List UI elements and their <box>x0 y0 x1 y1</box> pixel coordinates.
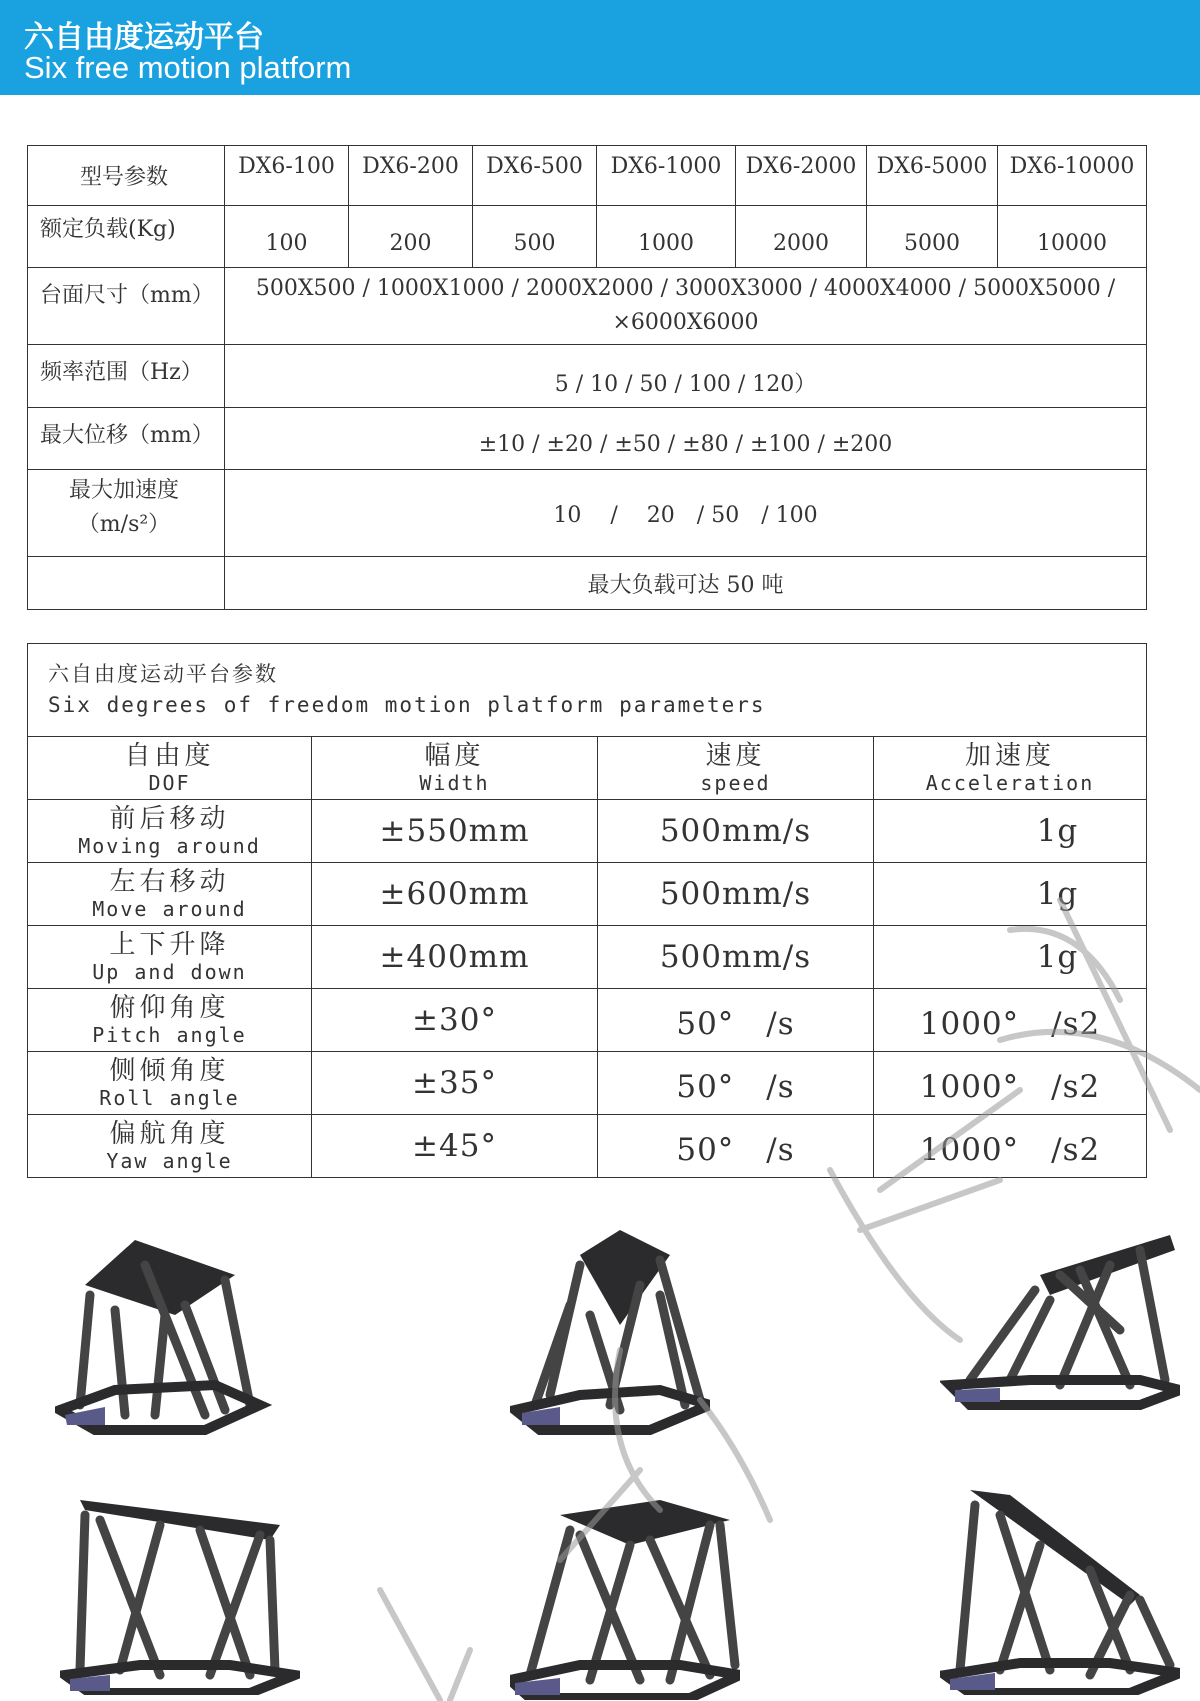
dof-en: Pitch angle <box>92 1023 247 1047</box>
size-value <box>225 268 1147 345</box>
header-zh: 速度 <box>705 741 766 771</box>
hexapod-platform-image <box>55 1235 275 1435</box>
header-en: DOF <box>148 771 191 795</box>
width-cell: ±550mm <box>312 800 598 863</box>
param-caption <box>28 644 1147 737</box>
spec-label-size: 台面尺寸（mm） <box>28 268 225 345</box>
param-table <box>27 643 1147 1178</box>
load-cell: 5000 <box>867 206 998 268</box>
spec-label-freq: 频率范围（Hz） <box>28 345 225 408</box>
size-line-2: ×6000X6000 <box>612 310 759 335</box>
spec-label-model: 型号参数 <box>28 146 225 206</box>
spec-label-disp: 最大位移（mm） <box>28 408 225 470</box>
dof-cell <box>28 989 312 1052</box>
hexapod-platform-image <box>510 1225 710 1435</box>
speed-cell: 500mm/s <box>598 800 874 863</box>
width-cell: ±30° <box>312 989 598 1052</box>
max-load-note: 最大负载可达 50 吨 <box>225 557 1147 610</box>
model-cell: DX6-2000 <box>736 146 867 206</box>
width-cell: ±35° <box>312 1052 598 1115</box>
dof-zh: 偏航角度 <box>109 1119 230 1149</box>
hexapod-platform-image <box>60 1495 300 1695</box>
load-cell: 10000 <box>998 206 1147 268</box>
product-gallery <box>0 1200 1200 1701</box>
spec-row-load <box>28 206 1147 268</box>
param-row <box>28 800 1147 863</box>
dof-zh: 俯仰角度 <box>109 993 230 1023</box>
model-cell: DX6-5000 <box>867 146 998 206</box>
load-cell: 500 <box>473 206 597 268</box>
accel-value: 10 / 20 / 50 / 100 <box>225 470 1147 557</box>
spec-row-note <box>28 557 1147 610</box>
model-cell: DX6-200 <box>349 146 473 206</box>
dof-en: Yaw angle <box>106 1149 233 1173</box>
dof-zh: 上下升降 <box>109 930 230 960</box>
spec-row-model <box>28 146 1147 206</box>
speed-cell: 50° /s <box>598 1052 874 1115</box>
param-caption-zh: 六自由度运动平台参数 <box>48 662 278 686</box>
header-en: speed <box>700 771 771 795</box>
dof-zh: 侧倾角度 <box>109 1056 230 1086</box>
model-cell: DX6-500 <box>473 146 597 206</box>
model-cell: DX6-10000 <box>998 146 1147 206</box>
param-caption-en: Six degrees of freedom motion platform parameters <box>48 693 766 717</box>
header-en: Width <box>419 771 490 795</box>
width-cell: ±45° <box>312 1115 598 1178</box>
spec-row-size <box>28 268 1147 345</box>
disp-value: ±10 / ±20 / ±50 / ±80 / ±100 / ±200 <box>225 408 1147 470</box>
dof-cell <box>28 800 312 863</box>
load-cell: 1000 <box>597 206 736 268</box>
size-line-1: 500X500 / 1000X1000 / 2000X2000 / 3000X3000 / 4000X4000 / 5000X5000 / <box>255 276 1116 301</box>
load-cell: 2000 <box>736 206 867 268</box>
model-cell: DX6-1000 <box>597 146 736 206</box>
dof-cell <box>28 1115 312 1178</box>
param-row <box>28 926 1147 989</box>
page-title-en: Six free motion platform <box>24 50 352 85</box>
dof-en: Up and down <box>92 960 247 984</box>
speed-cell: 500mm/s <box>598 863 874 926</box>
dof-en: Move around <box>92 897 247 921</box>
param-header-row <box>28 737 1147 800</box>
load-cell: 200 <box>349 206 473 268</box>
header-accel <box>874 737 1147 800</box>
accel-cell: 1g <box>874 926 1147 989</box>
hexapod-platform-image <box>940 1230 1180 1430</box>
speed-cell: 500mm/s <box>598 926 874 989</box>
spec-table <box>27 145 1147 610</box>
dof-zh: 前后移动 <box>109 804 230 834</box>
header-en: Acceleration <box>925 771 1095 795</box>
spec-label-accel <box>28 470 225 557</box>
dof-en: Moving around <box>78 834 261 858</box>
page-title-zh: 六自由度运动平台 <box>24 20 264 55</box>
accel-cell: 1000° /s2 <box>874 1052 1147 1115</box>
hexapod-platform-image <box>510 1500 740 1700</box>
dof-zh: 左右移动 <box>109 867 230 897</box>
header-zh: 加速度 <box>964 741 1055 771</box>
spec-row-accel <box>28 470 1147 557</box>
accel-label-line-1: 最大加速度 <box>68 478 179 503</box>
page-header <box>0 0 1200 95</box>
accel-cell: 1g <box>874 863 1147 926</box>
header-zh: 自由度 <box>124 741 215 771</box>
spec-row-disp <box>28 408 1147 470</box>
header-speed <box>598 737 874 800</box>
header-zh: 幅度 <box>424 741 485 771</box>
accel-cell: 1g <box>874 800 1147 863</box>
header-dof <box>28 737 312 800</box>
speed-cell: 50° /s <box>598 989 874 1052</box>
width-cell: ±600mm <box>312 863 598 926</box>
accel-label-line-2: （m/s²） <box>77 512 171 537</box>
header-width <box>312 737 598 800</box>
freq-value: 5 / 10 / 50 / 100 / 120） <box>225 345 1147 408</box>
width-cell: ±400mm <box>312 926 598 989</box>
spec-row-freq <box>28 345 1147 408</box>
param-row <box>28 989 1147 1052</box>
dof-cell <box>28 926 312 989</box>
speed-cell: 50° /s <box>598 1115 874 1178</box>
dof-cell <box>28 863 312 926</box>
load-cell: 100 <box>225 206 349 268</box>
param-caption-row <box>28 644 1147 737</box>
param-row <box>28 1115 1147 1178</box>
hexapod-platform-image <box>940 1485 1180 1695</box>
dof-cell <box>28 1052 312 1115</box>
accel-cell: 1000° /s2 <box>874 1115 1147 1178</box>
spec-empty-cell <box>28 557 225 610</box>
model-cell: DX6-100 <box>225 146 349 206</box>
spec-label-load: 额定负载(Kg) <box>28 206 225 268</box>
param-row <box>28 1052 1147 1115</box>
param-row <box>28 863 1147 926</box>
dof-en: Roll angle <box>99 1086 240 1110</box>
accel-cell: 1000° /s2 <box>874 989 1147 1052</box>
